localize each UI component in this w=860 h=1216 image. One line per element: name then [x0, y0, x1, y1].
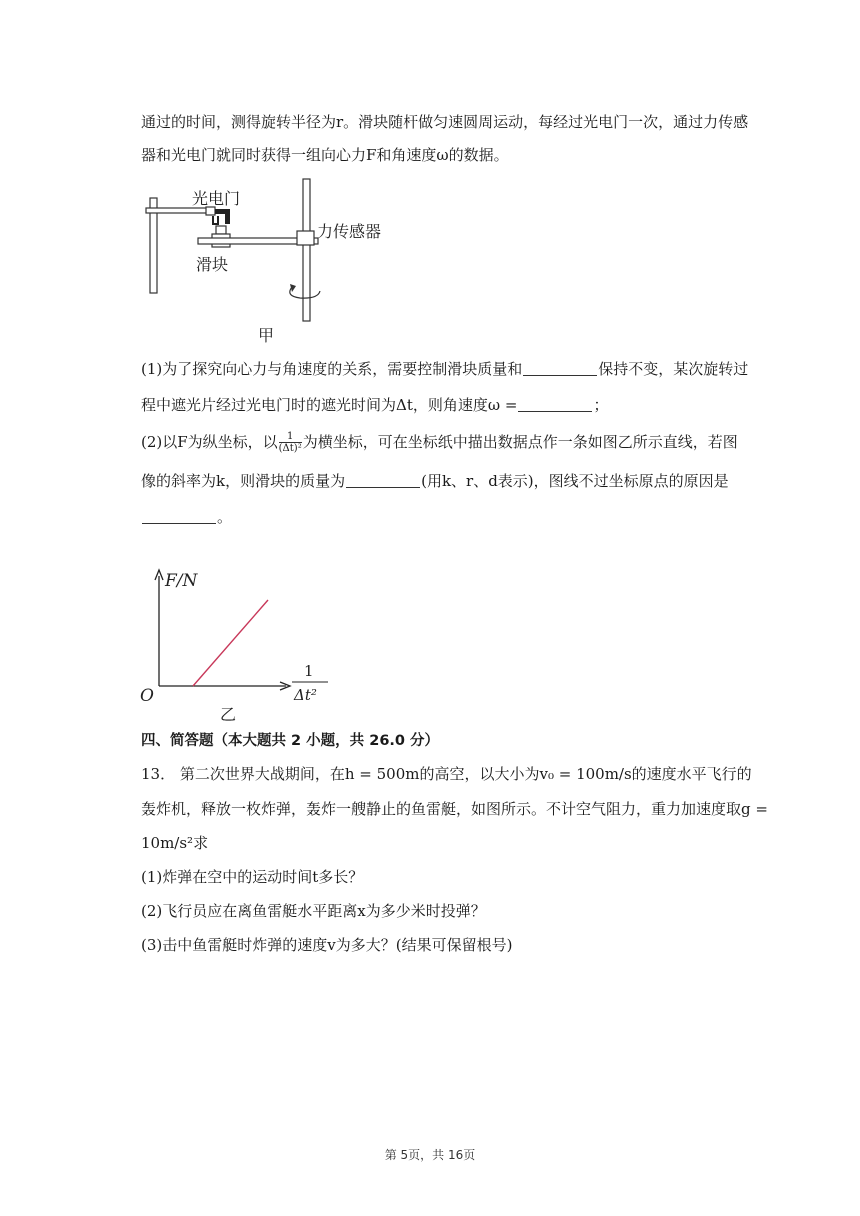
label-gate: 光电门	[192, 189, 241, 208]
x-axis-label-num: 1	[304, 662, 314, 680]
question-13-line-2: 轰炸机，释放一枚炸弹，轰炸一艘静止的鱼雷艇，如图所示。不计空气阻力，重力加速度取g =	[141, 800, 768, 818]
sub-question-3: (3)击中鱼雷艇时炸弹的速度v为多大？(结果可保留根号)	[141, 936, 513, 954]
section-heading: 四、简答题（本大题共 2 小题，共 26.0 分）	[141, 733, 440, 749]
sub-question-2: (2)飞行员应在离鱼雷艇水平距离x为多少米时投弹？	[141, 902, 486, 920]
label-slider: 滑块	[196, 255, 229, 274]
question-2-line-3: 。	[141, 507, 761, 527]
inline-fraction: $\frac{1}{\text{(Δt)²}}$	[278, 431, 302, 454]
label-sensor: 力传感器	[317, 222, 382, 241]
x-axis-label-den: Δt²	[294, 686, 317, 704]
figure-jia	[140, 176, 410, 346]
question-1-line-1: (1)为了探究向心力与角速度的关系，需要控制滑块质量和 保持不变，某次旋转过	[141, 360, 749, 378]
y-axis-label: F/N	[165, 571, 198, 591]
question-13-line-3: 10m/s²求	[141, 834, 209, 852]
page-footer: 第 5页，共 16页	[384, 1148, 476, 1162]
answer-blank-2[interactable]	[518, 397, 592, 412]
origin-label: O	[140, 686, 154, 706]
sub-question-1: (1)炸弹在空中的运动时间t多长？	[141, 868, 364, 886]
text-line-2: 器和光电门就同时获得一组向心力F和角速度ω的数据。	[141, 146, 509, 164]
question-2-line-1: (2)以F为纵坐标，以 $\frac{1}{\text{(Δt)²}}$ 为横坐标，可在坐标纸中描出数据点作一条如图乙所示直线，若图	[141, 431, 738, 454]
caption-yi: 乙	[220, 705, 237, 724]
text-line-1: 通过的时间，测得旋转半径为r。滑块随杆做匀速圆周运动，每经过光电门一次，通过力传感	[141, 113, 749, 131]
answer-blank-1[interactable]	[523, 361, 597, 376]
answer-blank-4[interactable]	[142, 509, 216, 524]
question-2-line-2: 像的斜率为k，则滑块的质量为 (用k、r、d表示)，图线不过坐标原点的原因是	[141, 472, 729, 490]
question-13-line-1: 13． 第二次世界大战期间，在h = 500m的高空，以大小为v₀ = 100m/s的速度水平飞行的	[141, 765, 752, 783]
figure-yi	[138, 566, 358, 726]
graph-line	[193, 600, 268, 686]
caption-jia: 甲	[258, 326, 275, 345]
question-1-line-2: 程中遮光片经过光电门时的遮光时间为Δt，则角速度ω = ；	[141, 396, 609, 414]
answer-blank-3[interactable]	[346, 473, 420, 488]
